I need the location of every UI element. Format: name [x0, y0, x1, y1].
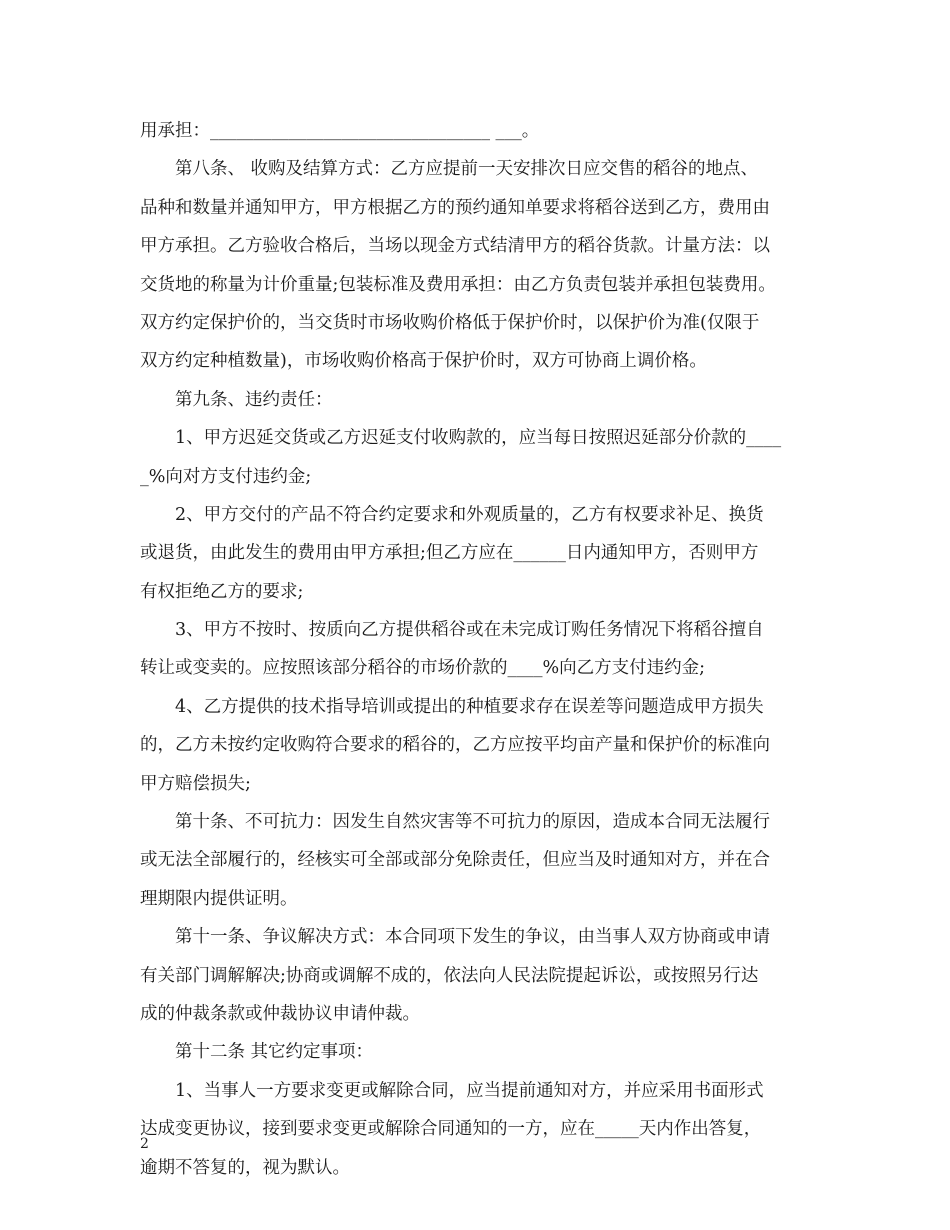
document-line: 1、当事人一方要求变更或解除合同，应当提前通知对方，并应采用书面形式 — [175, 1080, 764, 1101]
document-line: 4、乙方提供的技术指导培训或提出的种植要求存在误差等问题造成甲方损失 — [175, 696, 764, 717]
document-line: 逾期不答复的，视为默认。 — [140, 1157, 350, 1178]
document-body — [140, 112, 812, 1187]
document-line: 1、甲方迟延交货或乙方迟延支付收购款的，应当每日按照迟延部分价款的____ — [175, 428, 782, 449]
document-line: 或退货，由此发生的费用由甲方承担;但乙方应在______日内通知甲方，否则甲方 — [140, 543, 759, 564]
document-line: 的，乙方未按约定收购符合要求的稻谷的，乙方应按平均亩产量和保护价的标准向 — [140, 735, 770, 756]
document-line: 有关部门调解解决;协商或调解不成的，依法向人民法院提起诉讼，或按照另行达 — [140, 965, 759, 986]
document-line: 第八条、 收购及结算方式：乙方应提前一天安排次日应交售的稻谷的地点、 — [175, 159, 759, 180]
document-line: 达成变更协议，接到要求变更或解除合同通知的一方，应在_____天内作出答复， — [140, 1119, 762, 1140]
document-line: 第十条、不可抗力：因发生自然灾害等不可抗力的原因，造成本合同无法履行 — [175, 812, 770, 833]
document-line: _%向对方支付违约金; — [140, 466, 312, 487]
document-line: 2、甲方交付的产品不符合约定要求和外观质量的，乙方有权要求补足、换货 — [175, 504, 764, 525]
document-line: 品种和数量并通知甲方，甲方根据乙方的预约通知单要求将稻谷送到乙方，费用由 — [140, 197, 770, 218]
document-line: 交货地的称量为计价重量;包装标准及费用承担：由乙方负责包装并承担包装费用。 — [140, 274, 776, 295]
document-line: 3、甲方不按时、按质向乙方提供稻谷或在未完成订购任务情况下将稻谷擅自 — [175, 620, 764, 641]
document-line: 有权拒绝乙方的要求; — [140, 581, 304, 602]
document-line: 用承担：________________________________ ___。 — [140, 121, 540, 141]
document-line: 第十一条、争议解决方式：本合同项下发生的争议，由当事人双方协商或申请 — [175, 927, 770, 948]
document-line: 甲方赔偿损失; — [140, 773, 251, 794]
document-line: 或无法全部履行的，经核实可全部或部分免除责任，但应当及时通知对方，并在合 — [140, 850, 770, 871]
document-line: 第九条、违约责任： — [175, 389, 333, 410]
document-line: 甲方承担。乙方验收合格后，当场以现金方式结清甲方的稻谷货款。计量方法：以 — [140, 236, 770, 257]
document-line: 双方约定保护价的，当交货时市场收购价格低于保护价时，以保护价为准(仅限于 — [140, 312, 760, 333]
document-line: 转让或变卖的。应按照该部分稻谷的市场价款的____%向乙方支付违约金; — [140, 658, 706, 679]
document-line: 双方约定种植数量)，市场收购价格高于保护价时，双方可协商上调价格。 — [140, 351, 707, 372]
document-line: 理期限内提供证明。 — [140, 888, 298, 909]
document-line: 第十二条 其它约定事项： — [175, 1042, 374, 1063]
document-line: 成的仲裁条款或仲裁协议申请仲裁。 — [140, 1003, 420, 1024]
page-number: 2 — [140, 1136, 149, 1152]
